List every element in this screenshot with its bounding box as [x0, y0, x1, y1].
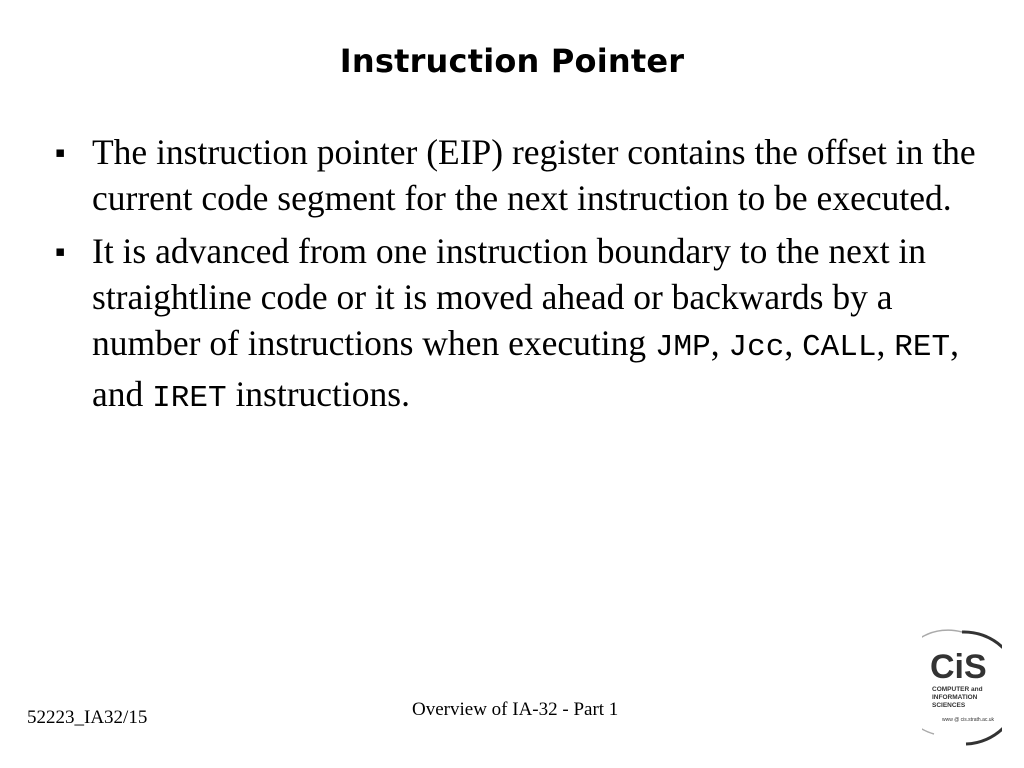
- bullet-text: The instruction pointer (EIP) register contains the offset in the current code segment for the next instruction to be executed.: [92, 132, 976, 218]
- code-jmp: JMP: [654, 330, 711, 365]
- square-bullet-icon: ▪: [55, 143, 66, 161]
- code-ret: RET: [894, 330, 951, 365]
- separator: ,: [876, 323, 895, 363]
- footer-course-code: 52223_IA32/15: [27, 707, 148, 728]
- bullet-text-end: instructions.: [226, 374, 410, 414]
- bullet-list: [55, 129, 985, 429]
- logo-url: www @ cis.strath.ac.uk: [942, 717, 995, 723]
- logo-subtitle-3: SCIENCES: [932, 702, 966, 709]
- separator: ,: [784, 323, 803, 363]
- separator: ,: [710, 323, 729, 363]
- code-jcc: Jcc: [728, 330, 785, 365]
- bullet-text: It is advanced from one instruction boundary to the next in straightline code or it is moved ahead or backwards by a number of instructions when executing: [92, 231, 927, 363]
- code-iret: IRET: [152, 381, 227, 416]
- slide-title: Instruction Pointer: [339, 42, 685, 80]
- bullet-item: [55, 228, 985, 422]
- square-bullet-icon: ▪: [55, 242, 66, 260]
- cis-logo: [922, 628, 1002, 748]
- logo-subtitle-2: INFORMATION: [932, 694, 978, 701]
- code-call: CALL: [802, 330, 877, 365]
- bullet-item: [55, 129, 985, 221]
- separator: , and: [92, 323, 959, 414]
- logo-subtitle-1: COMPUTER and: [932, 686, 983, 693]
- logo-name: CiS: [930, 648, 987, 686]
- footer-deck-title: Overview of IA-32 - Part 1: [412, 699, 619, 720]
